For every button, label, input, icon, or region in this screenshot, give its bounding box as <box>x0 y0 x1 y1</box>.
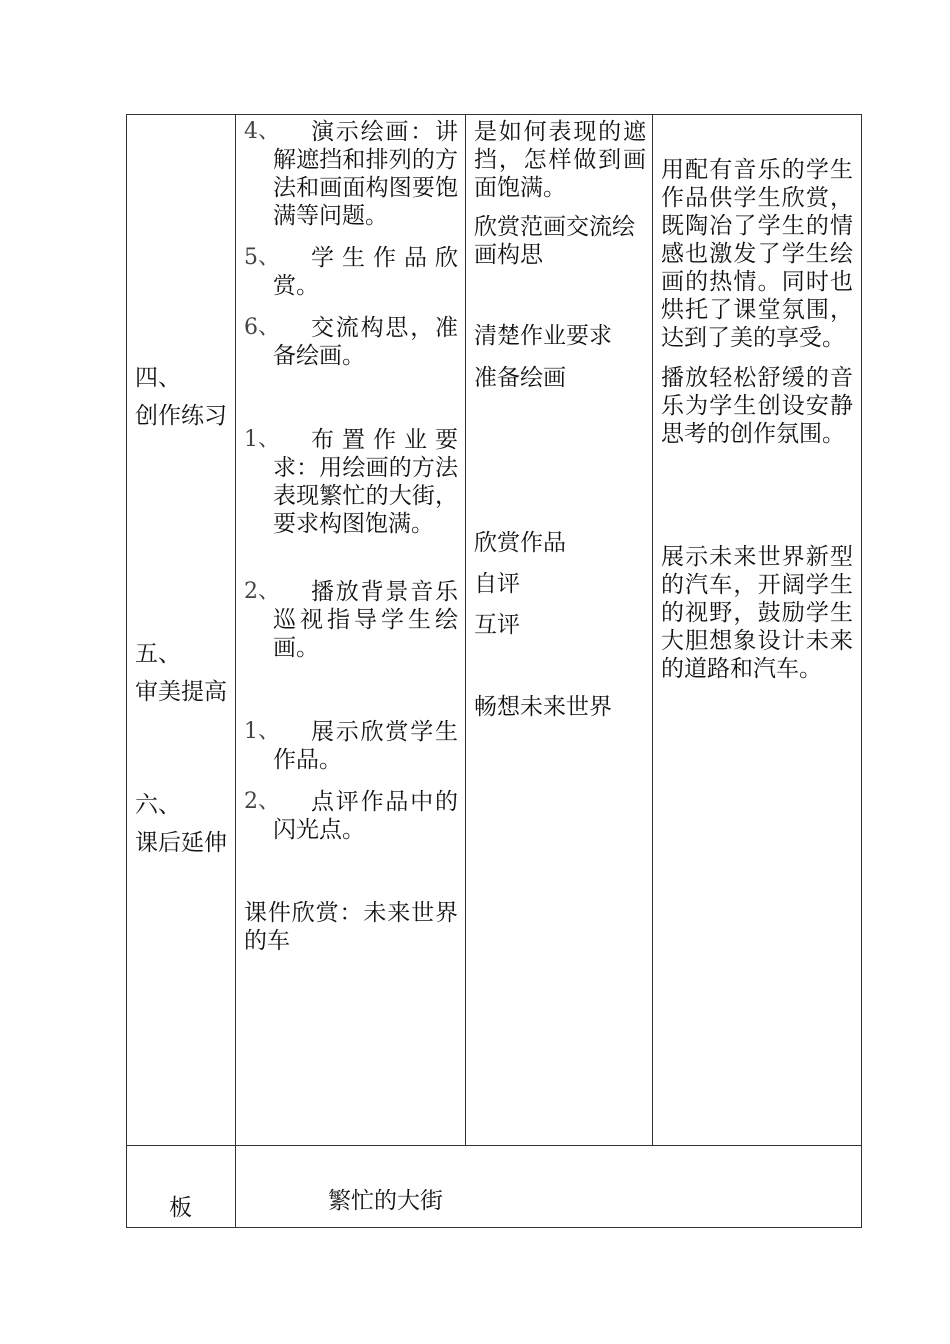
student-text-8: 畅想未来世界 <box>474 694 612 720</box>
board-title: 繁忙的大街 <box>328 1188 443 1214</box>
step-text: 播放背景音乐巡视指导学生绘画。 <box>273 579 458 661</box>
step-number: 2、 <box>244 789 280 814</box>
teacher-step-4 <box>244 118 458 230</box>
board-row-divider <box>126 1145 862 1146</box>
step-text: 展示欣赏学生作品。 <box>273 719 458 773</box>
student-text-4: 准备绘画 <box>474 365 566 391</box>
step-number: 1、 <box>244 427 280 452</box>
step-number: 2、 <box>244 579 280 604</box>
practice-step-1 <box>244 426 458 538</box>
stage-number: 六、 <box>135 792 181 818</box>
student-text-1: 是如何表现的遮挡，怎样做到画面饱满。 <box>474 119 646 201</box>
board-label: 板 <box>169 1195 192 1221</box>
step-text: 演示绘画：讲解遮挡和排列的方法和画面构图要饱满等问题。 <box>273 119 458 229</box>
stage-number: 五、 <box>135 641 181 667</box>
step-number: 1、 <box>244 719 280 744</box>
student-text-3: 清楚作业要求 <box>474 323 612 349</box>
extension-courseware: 课件欣赏：未来世界的车 <box>244 900 458 954</box>
appreciation-step-2 <box>244 788 458 844</box>
step-number: 6、 <box>244 315 280 340</box>
appreciation-step-1 <box>244 718 458 774</box>
stage-title: 课后延伸 <box>135 830 227 856</box>
table-right-border <box>861 114 862 1228</box>
student-text-6: 自评 <box>474 571 520 597</box>
stage-four <box>135 364 227 430</box>
teacher-step-5 <box>244 244 458 300</box>
stage-six <box>135 791 227 857</box>
step-text: 学生作品欣赏。 <box>273 245 458 299</box>
stage-title: 审美提高 <box>135 679 227 705</box>
stage-title: 创作练习 <box>135 403 227 429</box>
col-divider-2 <box>465 114 466 1146</box>
step-text: 交流构思，准备绘画。 <box>273 315 458 369</box>
intent-text-3: 展示未来世界新型的汽车，开阔学生的视野，鼓励学生大胆想象设计未来的道路和汽车。 <box>661 544 853 682</box>
step-text: 布置作业要求：用绘画的方法表现繁忙的大街，要求构图饱满。 <box>273 427 458 537</box>
teacher-step-6 <box>244 314 458 370</box>
step-number: 5、 <box>244 245 280 270</box>
col-divider-1 <box>235 114 236 1228</box>
stage-number: 四、 <box>135 365 181 391</box>
table-bottom-border <box>126 1227 862 1228</box>
step-text: 点评作品中的闪光点。 <box>273 789 458 843</box>
student-text-5: 欣赏作品 <box>474 530 566 556</box>
col-divider-3 <box>652 114 653 1146</box>
table-top-border <box>126 114 862 115</box>
step-number: 4、 <box>244 119 280 144</box>
practice-step-2 <box>244 578 458 662</box>
student-text-2: 欣赏范画交流绘画构思 <box>474 214 635 268</box>
stage-five <box>135 640 227 706</box>
student-text-7: 互评 <box>474 612 520 638</box>
intent-text-2: 播放轻松舒缓的音乐为学生创设安静思考的创作氛围。 <box>661 365 853 447</box>
table-left-border <box>126 114 127 1228</box>
intent-text-1: 用配有音乐的学生作品供学生欣赏，既陶冶了学生的情感也激发了学生绘画的热情。同时也烘托了课堂氛围，达到了美的享受。 <box>661 157 853 351</box>
